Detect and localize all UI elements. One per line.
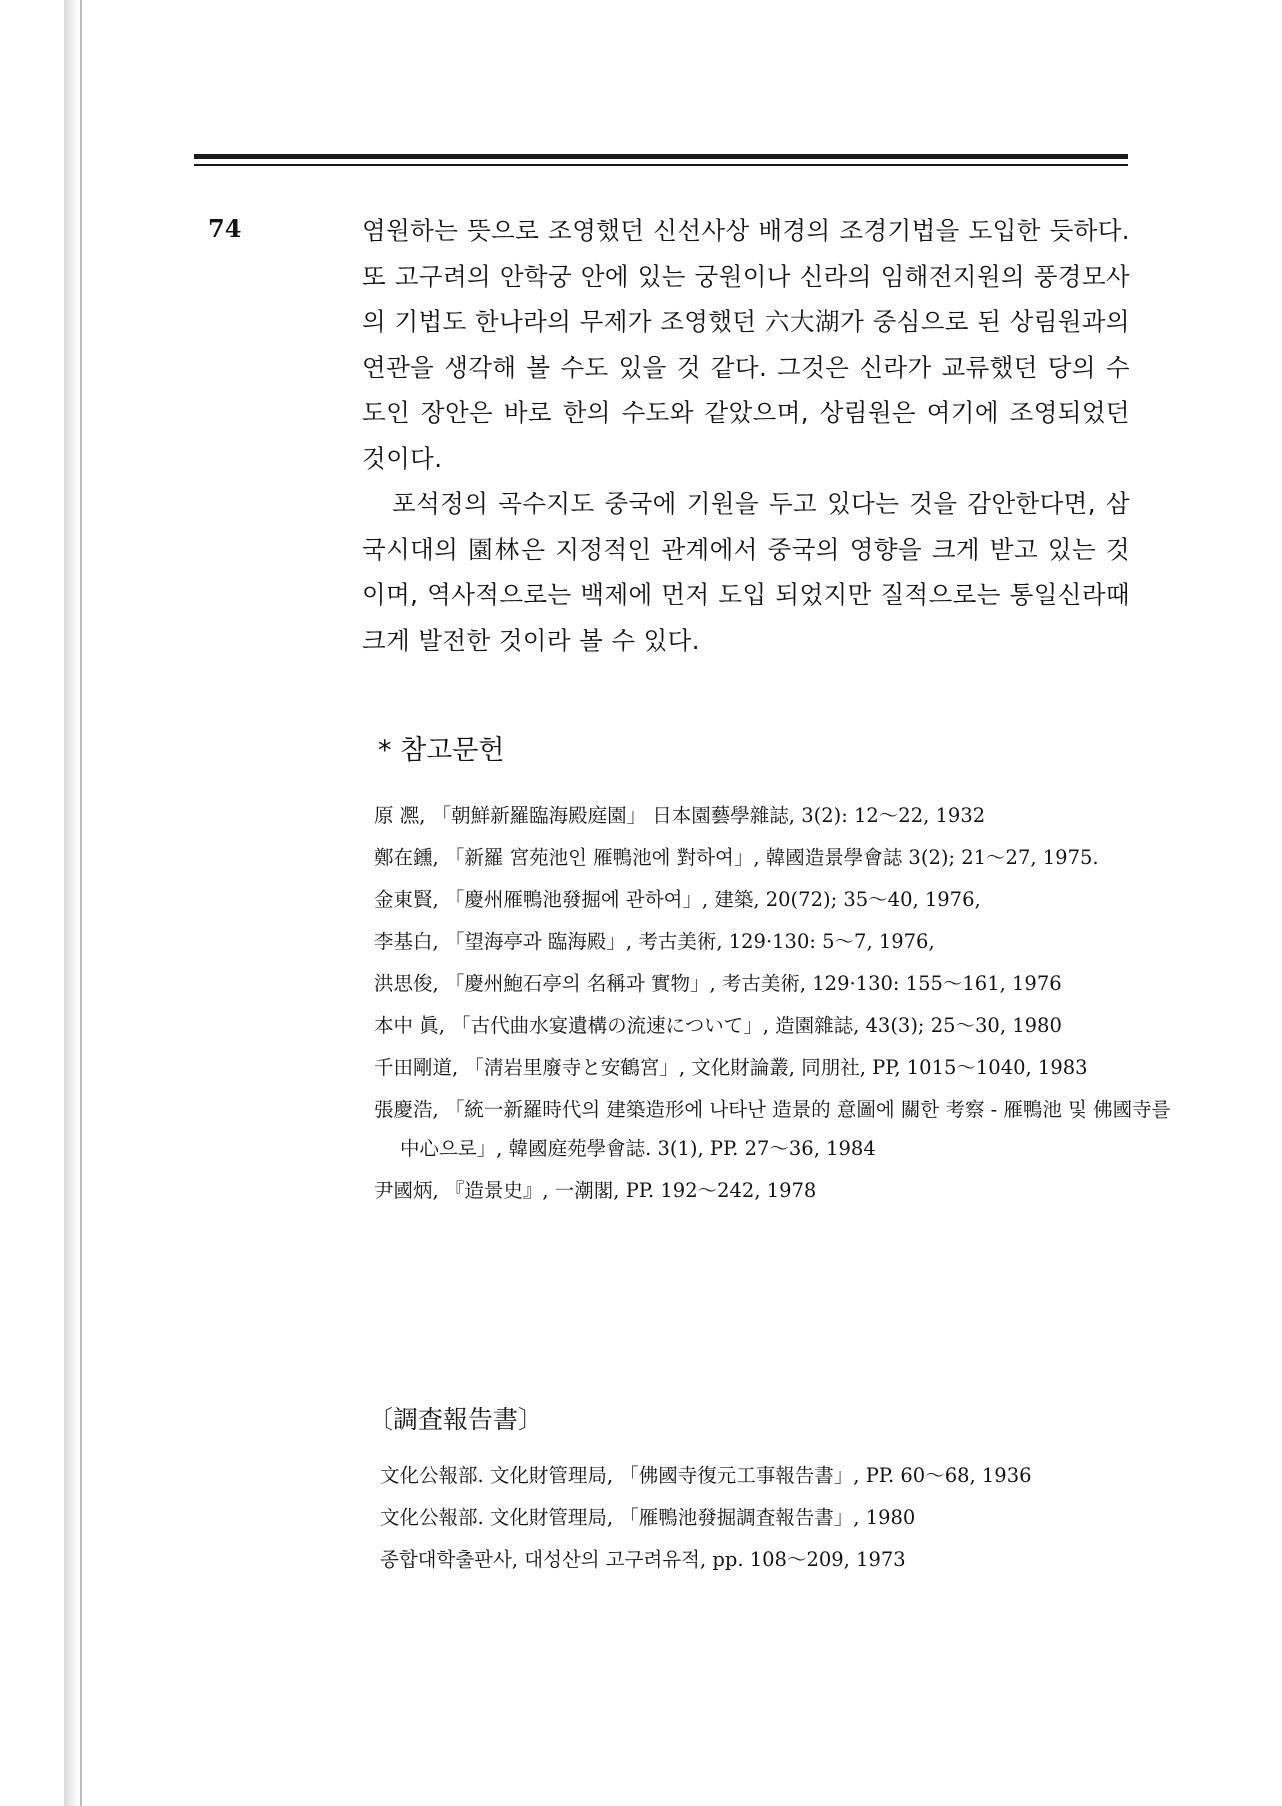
reference-item: 本中 眞, 「古代曲水宴遺構の流速について」, 造園雜誌, 43(3); 25～30, 1980	[374, 1014, 1062, 1037]
reference-item: 洪思俊, 「慶州鮑石亭의 名稱과 實物」, 考古美術, 129·130: 155～161, 1976	[374, 972, 1062, 995]
body-paragraph: 염원하는 뜻으로 조영했던 신선사상 배경의 조경기법을 도입한 듯하다. 또 고구려의 안학궁 안에 있는 궁원이나 신라의 임해전지원의 풍경모사의 기법도 한나라의 무제가 조영했던 六大湖가 중심으로 된 상림원과의 연관을 생각해 볼 수도 있을 것 같다. 그것은 신라가 교류했던 당의 수도인 장안은 바로 한의 수도와 같았으며, 상림원은 여기에 조영되었던 것이다.	[362, 216, 1130, 473]
report-item: 文化公報部. 文化財管理局, 「佛國寺復元工事報告書」, PP. 60～68, 1936	[380, 1464, 1032, 1487]
reports-list	[380, 1456, 1140, 1582]
references-heading: * 참고문헌	[378, 735, 505, 766]
header-rule-thick	[194, 154, 1128, 159]
report-item: 종합대학출판사, 대성산의 고구려유적, pp. 108～209, 1973	[380, 1548, 906, 1571]
body-text	[362, 208, 1130, 663]
reference-item: 千田剛道, 「淸岩里廢寺と安鶴宮」, 文化財論叢, 同朋社, PP, 1015～1040, 1983	[374, 1056, 1088, 1079]
reference-item: 尹國炳, 『造景史』, 一潮閣, PP. 192～242, 1978	[374, 1179, 817, 1202]
reference-item: 李基白, 「望海亭과 臨海殿」, 考古美術, 129·130: 5～7, 1976,	[374, 930, 935, 953]
page-number: 74	[208, 214, 242, 243]
report-item: 文化公報部. 文化財管理局, 「雁鴨池發掘調査報告書」, 1980	[380, 1506, 916, 1529]
references-list	[374, 796, 1174, 1213]
reports-heading: 〔調査報告書〕	[368, 1405, 544, 1434]
reference-item: 張慶浩, 「統一新羅時代의 建築造形에 나타난 造景的 意圖에 關한 考察 - 雁鴨池 및 佛國寺를 中心으로」, 韓國庭苑學會誌. 3(1), PP. 27～36, 1984	[374, 1098, 1171, 1160]
reference-item: 金東賢, 「慶州雁鴨池發掘에 관하여」, 建築, 20(72); 35～40, 1976,	[374, 888, 981, 911]
reference-item: 鄭在鑂, 「新羅 宮苑池인 雁鴨池에 對하여」, 韓國造景學會誌 3(2); 21～27, 1975.	[374, 846, 1099, 869]
body-paragraph: 포석정의 곡수지도 중국에 기원을 두고 있다는 것을 감안한다면, 삼국시대의 園林은 지정적인 관계에서 중국의 영향을 크게 받고 있는 것이며, 역사적으로는 백제에 먼저 도입 되었지만 질적으로는 통일신라때 크게 발전한 것이라 볼 수 있다.	[362, 489, 1130, 655]
header-rule-thin	[194, 164, 1128, 166]
reference-item: 原 凞, 「朝鮮新羅臨海殿庭園」 日本園藝學雜誌, 3(2): 12～22, 1932	[374, 804, 986, 827]
